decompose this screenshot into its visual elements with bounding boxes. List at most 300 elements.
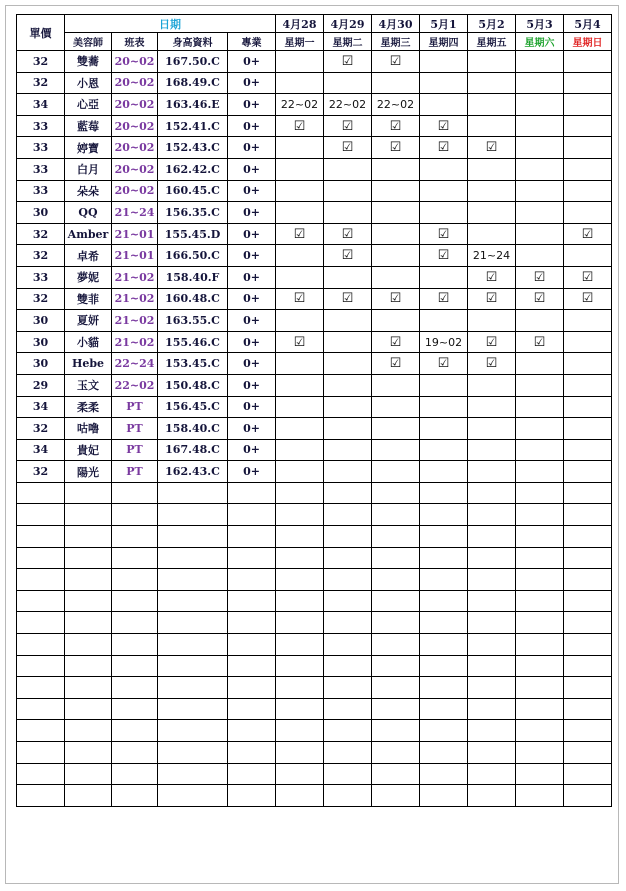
profile-data: 155.46.C	[158, 331, 228, 353]
day-cell	[372, 202, 420, 224]
empty-cell	[324, 590, 372, 612]
empty-cell	[65, 612, 112, 634]
empty-cell	[420, 634, 468, 656]
empty-cell	[468, 785, 516, 807]
day-cell	[564, 288, 612, 310]
empty-cell	[324, 655, 372, 677]
day-cell	[324, 115, 372, 137]
empty-cell	[420, 526, 468, 548]
profile-data: 160.45.C	[158, 180, 228, 202]
day-cell	[324, 396, 372, 418]
empty-cell	[324, 742, 372, 764]
table-row	[17, 223, 612, 245]
day-cell	[372, 245, 420, 267]
empty-cell	[17, 785, 65, 807]
empty-cell	[372, 720, 420, 742]
empty-cell	[276, 655, 324, 677]
beautician-name: 陽光	[65, 461, 112, 483]
price-cell: 32	[17, 461, 65, 483]
empty-cell	[228, 547, 276, 569]
empty-cell	[65, 677, 112, 699]
empty-cell	[372, 612, 420, 634]
day-cell	[564, 353, 612, 375]
price-cell: 34	[17, 94, 65, 116]
empty-cell	[228, 590, 276, 612]
price-cell: 32	[17, 223, 65, 245]
profile-data: 167.50.C	[158, 51, 228, 73]
day-cell	[372, 94, 420, 116]
empty-cell	[228, 720, 276, 742]
empty-cell	[228, 569, 276, 591]
weekday-header: 星期二	[324, 33, 372, 51]
shift-time: 20~02	[112, 94, 158, 116]
day-cell	[564, 180, 612, 202]
header-row-dates	[17, 15, 612, 33]
weekday-header: 星期三	[372, 33, 420, 51]
column-header-shift: 班表	[112, 33, 158, 51]
day-cell	[276, 439, 324, 461]
checkbox-checked-icon: ☑	[389, 291, 402, 307]
empty-cell	[564, 655, 612, 677]
professional-level: 0+	[228, 51, 276, 73]
table-row	[17, 180, 612, 202]
empty-cell	[468, 720, 516, 742]
empty-cell	[276, 569, 324, 591]
day-cell	[276, 158, 324, 180]
empty-cell	[516, 720, 564, 742]
shift-time: PT	[112, 396, 158, 418]
profile-data: 158.40.F	[158, 266, 228, 288]
empty-cell	[17, 677, 65, 699]
beautician-name: 藍莓	[65, 115, 112, 137]
day-cell	[420, 288, 468, 310]
beautician-name: 夏妍	[65, 310, 112, 332]
professional-level: 0+	[228, 137, 276, 159]
empty-cell	[324, 763, 372, 785]
beautician-name: 咕嚕	[65, 418, 112, 440]
empty-cell	[112, 742, 158, 764]
weekday-header: 星期四	[420, 33, 468, 51]
day-cell	[516, 137, 564, 159]
empty-cell	[564, 634, 612, 656]
day-cell	[276, 310, 324, 332]
professional-level: 0+	[228, 223, 276, 245]
day-cell	[324, 353, 372, 375]
empty-row	[17, 612, 612, 634]
profile-data: 163.46.E	[158, 94, 228, 116]
day-cell	[564, 137, 612, 159]
empty-row	[17, 742, 612, 764]
empty-row	[17, 634, 612, 656]
day-cell	[420, 310, 468, 332]
professional-level: 0+	[228, 353, 276, 375]
day-cell	[372, 461, 420, 483]
day-cell	[372, 331, 420, 353]
day-cell	[276, 331, 324, 353]
table-row	[17, 353, 612, 375]
empty-cell	[17, 547, 65, 569]
shift-time: 22~24	[112, 353, 158, 375]
empty-cell	[17, 612, 65, 634]
shift-time: PT	[112, 418, 158, 440]
day-cell	[372, 51, 420, 73]
empty-cell	[564, 547, 612, 569]
professional-level: 0+	[228, 439, 276, 461]
shift-time: 20~02	[112, 158, 158, 180]
day-cell	[324, 331, 372, 353]
shift-time: 20~02	[112, 180, 158, 202]
date-header: 5月1	[420, 15, 468, 33]
empty-cell	[516, 547, 564, 569]
date-caption: 日期	[65, 15, 276, 33]
beautician-name: 小恩	[65, 72, 112, 94]
empty-cell	[372, 504, 420, 526]
date-header: 4月30	[372, 15, 420, 33]
table-row	[17, 51, 612, 73]
checkbox-checked-icon: ☑	[485, 269, 498, 285]
checkbox-checked-icon: ☑	[437, 140, 450, 156]
day-cell	[420, 374, 468, 396]
empty-cell	[372, 569, 420, 591]
price-cell: 30	[17, 310, 65, 332]
day-cell	[372, 180, 420, 202]
shift-time: 20~02	[112, 137, 158, 159]
day-cell	[564, 223, 612, 245]
day-cell	[372, 115, 420, 137]
day-cell	[324, 72, 372, 94]
professional-level: 0+	[228, 418, 276, 440]
table-row	[17, 310, 612, 332]
day-cell	[420, 158, 468, 180]
empty-cell	[516, 526, 564, 548]
checkbox-checked-icon: ☑	[389, 118, 402, 134]
day-cell	[468, 115, 516, 137]
day-cell	[324, 374, 372, 396]
empty-cell	[65, 482, 112, 504]
day-cell	[516, 94, 564, 116]
checkbox-checked-icon: ☑	[341, 226, 354, 242]
empty-cell	[65, 590, 112, 612]
professional-level: 0+	[228, 180, 276, 202]
profile-data: 152.41.C	[158, 115, 228, 137]
day-cell	[420, 353, 468, 375]
day-cell	[276, 137, 324, 159]
table-row	[17, 288, 612, 310]
day-cell	[372, 396, 420, 418]
price-cell: 30	[17, 202, 65, 224]
empty-cell	[516, 590, 564, 612]
checkbox-checked-icon: ☑	[533, 269, 546, 285]
schedule-table	[16, 14, 612, 807]
checkbox-checked-icon: ☑	[581, 269, 594, 285]
empty-cell	[158, 677, 228, 699]
day-cell	[324, 288, 372, 310]
day-cell	[516, 331, 564, 353]
empty-cell	[324, 677, 372, 699]
empty-cell	[324, 504, 372, 526]
empty-cell	[228, 504, 276, 526]
empty-cell	[420, 612, 468, 634]
table-row	[17, 245, 612, 267]
day-cell	[420, 72, 468, 94]
day-cell	[564, 94, 612, 116]
empty-cell	[564, 504, 612, 526]
beautician-name: 柔柔	[65, 396, 112, 418]
empty-cell	[372, 655, 420, 677]
day-cell	[324, 202, 372, 224]
day-cell	[564, 202, 612, 224]
empty-cell	[228, 634, 276, 656]
column-header-beautician: 美容師	[65, 33, 112, 51]
day-cell	[468, 158, 516, 180]
day-cell	[372, 72, 420, 94]
checkbox-checked-icon: ☑	[533, 291, 546, 307]
day-cell	[372, 137, 420, 159]
empty-cell	[564, 590, 612, 612]
professional-level: 0+	[228, 374, 276, 396]
day-cell	[564, 461, 612, 483]
day-cell	[420, 137, 468, 159]
empty-cell	[516, 742, 564, 764]
beautician-name: 小貓	[65, 331, 112, 353]
empty-cell	[228, 763, 276, 785]
day-cell	[516, 223, 564, 245]
empty-cell	[372, 547, 420, 569]
empty-cell	[158, 482, 228, 504]
day-cell	[468, 396, 516, 418]
empty-cell	[324, 720, 372, 742]
day-cell	[276, 353, 324, 375]
empty-cell	[228, 698, 276, 720]
checkbox-checked-icon: ☑	[341, 140, 354, 156]
day-cell	[516, 396, 564, 418]
weekday-header-saturday: 星期六	[516, 33, 564, 51]
day-cell	[564, 245, 612, 267]
empty-cell	[65, 742, 112, 764]
shift-time: 21~01	[112, 223, 158, 245]
empty-cell	[468, 547, 516, 569]
empty-cell	[17, 482, 65, 504]
empty-row	[17, 720, 612, 742]
empty-cell	[158, 720, 228, 742]
empty-cell	[372, 634, 420, 656]
professional-level: 0+	[228, 331, 276, 353]
empty-row	[17, 569, 612, 591]
empty-cell	[158, 742, 228, 764]
empty-cell	[516, 569, 564, 591]
empty-cell	[65, 547, 112, 569]
empty-row	[17, 655, 612, 677]
profile-data: 158.40.C	[158, 418, 228, 440]
empty-cell	[276, 590, 324, 612]
empty-cell	[17, 742, 65, 764]
empty-cell	[158, 785, 228, 807]
professional-level: 0+	[228, 461, 276, 483]
day-cell	[420, 439, 468, 461]
day-cell	[468, 310, 516, 332]
day-cell	[420, 51, 468, 73]
empty-cell	[158, 763, 228, 785]
empty-cell	[65, 655, 112, 677]
day-cell	[516, 353, 564, 375]
professional-level: 0+	[228, 310, 276, 332]
empty-cell	[420, 482, 468, 504]
day-cell	[468, 461, 516, 483]
day-cell	[420, 223, 468, 245]
checkbox-checked-icon: ☑	[437, 291, 450, 307]
empty-cell	[516, 612, 564, 634]
empty-cell	[17, 526, 65, 548]
price-cell: 34	[17, 439, 65, 461]
empty-cell	[17, 763, 65, 785]
price-cell: 30	[17, 353, 65, 375]
empty-cell	[564, 612, 612, 634]
empty-cell	[564, 785, 612, 807]
empty-cell	[112, 612, 158, 634]
empty-row	[17, 590, 612, 612]
empty-cell	[276, 720, 324, 742]
price-cell: 32	[17, 418, 65, 440]
empty-cell	[372, 482, 420, 504]
empty-cell	[17, 504, 65, 526]
day-cell	[420, 115, 468, 137]
checkbox-checked-icon: ☑	[485, 334, 498, 350]
empty-cell	[276, 612, 324, 634]
empty-cell	[564, 569, 612, 591]
professional-level: 0+	[228, 202, 276, 224]
shift-time: PT	[112, 439, 158, 461]
empty-cell	[112, 526, 158, 548]
day-shift-time: 22~02	[280, 97, 319, 111]
empty-cell	[17, 634, 65, 656]
weekday-header: 星期一	[276, 33, 324, 51]
header-row-weekdays	[17, 33, 612, 51]
empty-cell	[65, 763, 112, 785]
empty-cell	[17, 590, 65, 612]
shift-time: 20~02	[112, 115, 158, 137]
day-cell	[324, 51, 372, 73]
empty-cell	[372, 763, 420, 785]
day-cell	[516, 266, 564, 288]
empty-cell	[372, 590, 420, 612]
empty-cell	[65, 526, 112, 548]
day-cell	[420, 331, 468, 353]
empty-row	[17, 698, 612, 720]
empty-cell	[420, 742, 468, 764]
profile-data: 150.48.C	[158, 374, 228, 396]
day-cell	[276, 245, 324, 267]
table-row	[17, 72, 612, 94]
professional-level: 0+	[228, 72, 276, 94]
empty-cell	[158, 569, 228, 591]
day-cell	[372, 266, 420, 288]
empty-cell	[65, 634, 112, 656]
beautician-name: 婷寶	[65, 137, 112, 159]
day-cell	[468, 353, 516, 375]
profile-data: 155.45.D	[158, 223, 228, 245]
beautician-name: 卓希	[65, 245, 112, 267]
profile-data: 167.48.C	[158, 439, 228, 461]
empty-row	[17, 763, 612, 785]
empty-cell	[468, 482, 516, 504]
empty-cell	[17, 655, 65, 677]
empty-row	[17, 785, 612, 807]
day-cell	[420, 94, 468, 116]
empty-cell	[420, 504, 468, 526]
day-cell	[324, 137, 372, 159]
empty-cell	[420, 569, 468, 591]
day-cell	[564, 266, 612, 288]
empty-row	[17, 482, 612, 504]
price-cell: 33	[17, 180, 65, 202]
table-row	[17, 418, 612, 440]
empty-cell	[372, 742, 420, 764]
day-cell	[516, 310, 564, 332]
table-row	[17, 94, 612, 116]
empty-cell	[112, 569, 158, 591]
day-cell	[276, 418, 324, 440]
checkbox-checked-icon: ☑	[389, 140, 402, 156]
empty-cell	[324, 547, 372, 569]
empty-cell	[158, 547, 228, 569]
empty-cell	[516, 698, 564, 720]
empty-cell	[276, 785, 324, 807]
day-cell	[564, 396, 612, 418]
table-row	[17, 331, 612, 353]
beautician-name: 朵朵	[65, 180, 112, 202]
table-row	[17, 374, 612, 396]
table-row	[17, 137, 612, 159]
empty-cell	[516, 634, 564, 656]
empty-cell	[65, 785, 112, 807]
day-cell	[372, 158, 420, 180]
empty-cell	[276, 634, 324, 656]
day-cell	[564, 418, 612, 440]
empty-cell	[420, 785, 468, 807]
empty-cell	[228, 526, 276, 548]
empty-cell	[420, 590, 468, 612]
day-cell	[420, 180, 468, 202]
table-row	[17, 266, 612, 288]
day-cell	[276, 72, 324, 94]
day-cell	[420, 461, 468, 483]
weekday-header-sunday: 星期日	[564, 33, 612, 51]
day-cell	[420, 396, 468, 418]
day-cell	[564, 51, 612, 73]
empty-cell	[564, 526, 612, 548]
day-cell	[420, 266, 468, 288]
profile-data: 156.45.C	[158, 396, 228, 418]
day-cell	[468, 202, 516, 224]
empty-cell	[65, 698, 112, 720]
empty-cell	[324, 698, 372, 720]
table-row	[17, 115, 612, 137]
checkbox-checked-icon: ☑	[533, 334, 546, 350]
empty-cell	[564, 763, 612, 785]
beautician-name: Hebe	[65, 353, 112, 375]
day-cell	[564, 310, 612, 332]
day-cell	[324, 245, 372, 267]
empty-cell	[17, 569, 65, 591]
beautician-name: 夢妮	[65, 266, 112, 288]
beautician-name: 雙菲	[65, 288, 112, 310]
day-cell	[420, 245, 468, 267]
profile-data: 162.42.C	[158, 158, 228, 180]
empty-cell	[276, 742, 324, 764]
day-cell	[468, 223, 516, 245]
empty-cell	[468, 526, 516, 548]
professional-level: 0+	[228, 94, 276, 116]
